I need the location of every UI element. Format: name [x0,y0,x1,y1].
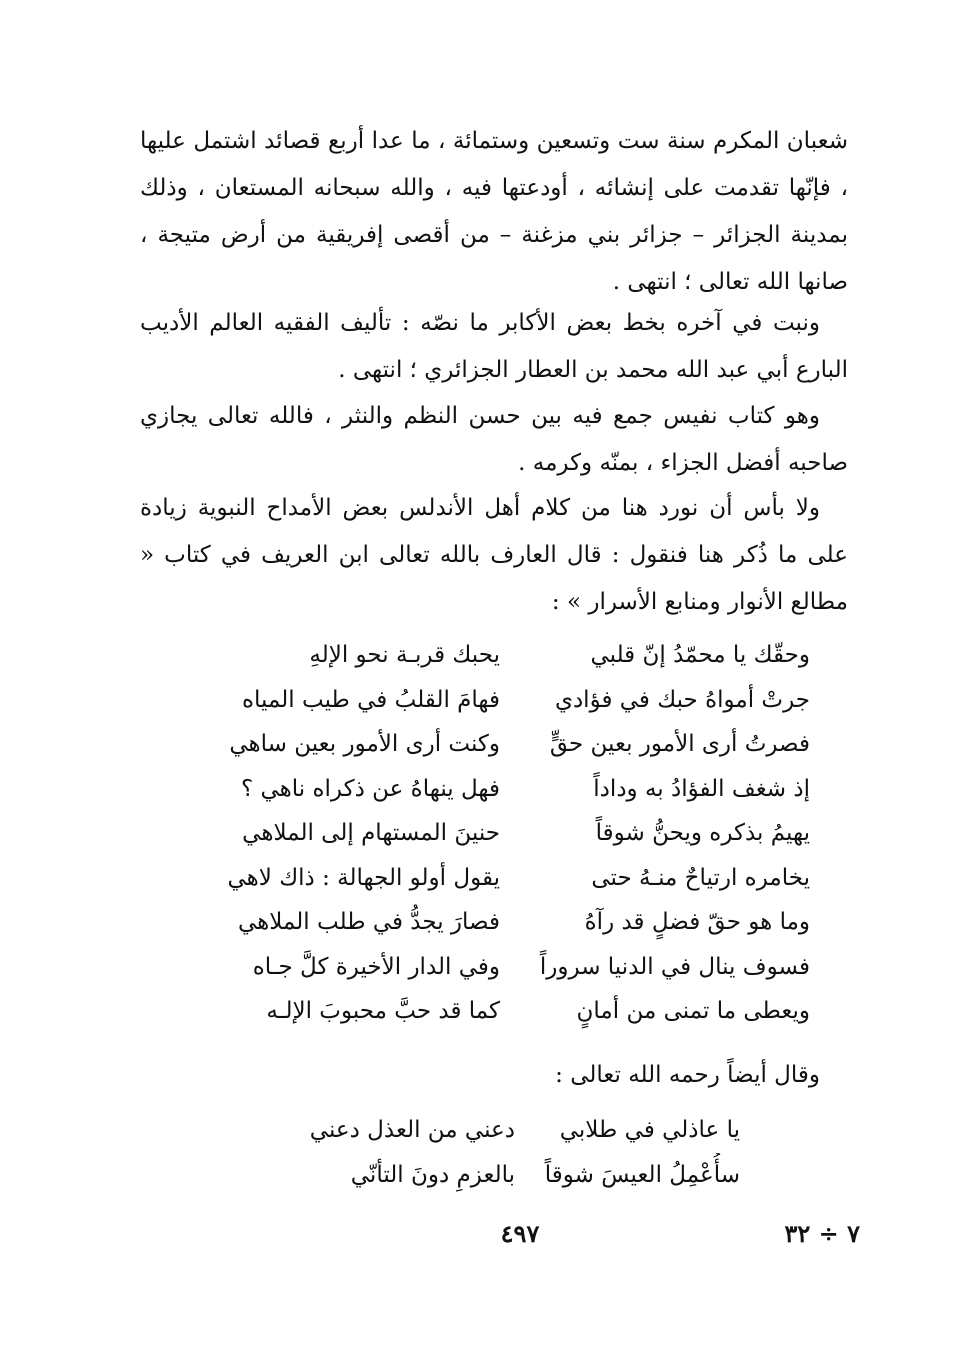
page-number: ٤٩٧ [500,1219,540,1248]
verse-first-hemistich: فسوف ينال في الدنيا سروراً [539,953,810,980]
poem-second [300,1108,740,1197]
verse-second-hemistich: فهامَ القلبُ في طيب المياه [241,686,500,713]
paragraph-introduction [140,485,848,626]
verse-second-hemistich: يحبك قربـة نحو الإلهِ [309,642,500,668]
verse-second-hemistich: يقول أولو الجهالة : ذاك لاهي [227,864,500,891]
poem-ibn-al-arif [210,633,810,1034]
verse-first-hemistich: سأُعْمِلُ العيسَ شوقاً [544,1161,740,1188]
verse-line [210,678,810,723]
verse-second-hemistich: بالعزمِ دونَ التأنّي [350,1161,515,1188]
verse-line [210,945,810,990]
verse-line [210,811,810,856]
paragraph-praise [140,393,848,487]
verse-second-hemistich: دعني من العذل دعني [309,1117,515,1143]
paragraph-attribution [140,300,848,394]
verse-second-hemistich: فصارَ يجدُّ في طلب الملاهي [237,909,500,935]
verse-line [210,989,810,1034]
second-poem-introduction: وقال أيضاً رحمه الله تعالى : [555,1062,820,1088]
paragraph-text: ولا بأس أن نورد هنا من كلام أهل الأندلس بعض الأمداح النبوية زيادة على ما ذُكر هنا فنقول : قال العارف بالله تعالى ابن العريف في كتاب « مطالع الأنوار ومنابع الأسرار » : [140,495,848,615]
verse-first-hemistich: يهيمُ بذكره ويحنُّ شوقاً [595,820,810,846]
verse-line [210,633,810,678]
verse-second-hemistich: وفي الدار الأخيرة كلَّ جـاه [252,953,500,980]
paragraph-text: ونبت في آخره بخط بعض الأكابر ما نصّه : تأليف الفقيه العالم الأديب البارع أبي عبد الله محمد بن العطار الجزائري ؛ انتهى . [140,310,848,383]
verse-first-hemistich: يخامره ارتياحٌ منـهُ حتى [591,864,810,891]
verse-first-hemistich: جرتْ أمواهُ حبك في فؤادي [554,686,810,713]
paragraph-colophon [140,118,848,306]
verse-line [210,856,810,901]
paragraph-text: شعبان المكرم سنة ست وتسعين وستمائة ، ما عدا أربع قصائد اشتمل عليها ، فإنّها تقدمت على إنشائه ، أودعتها فيه ، والله سبحانه المستعان ، وذلك بمدينة الجزائر – جزائر بني مزغنة – من أقصى إفريقية من أرض متيجة ، صانها الله تعالى ؛ انتهى . [140,128,848,295]
verse-line [300,1108,740,1153]
verse-first-hemistich: إذ شغف الفؤادُ به وداداً [593,775,810,802]
paragraph-text: وهو كتاب نفيس جمع فيه بين حسن النظم والنثر ، فالله تعالى يجازي صاحبه أفضل الجزاء ، بمنّه وكرمه . [140,403,848,476]
verse-first-hemistich: يا عاذلي في طلابي [559,1117,740,1143]
verse-second-hemistich: حنينَ المستهام إلى الملاهي [242,820,500,846]
verse-line [210,767,810,812]
verse-first-hemistich: وحقّك يا محمّدُ إنّ قلبي [590,642,810,668]
verse-second-hemistich: وكنت أرى الأمور بعين ساهي [229,731,500,757]
verse-second-hemistich: كما قد حبَّ محبوبَ الإلـه [266,998,500,1024]
verse-first-hemistich: ويعطى ما تمنى من أمانٍ [576,998,810,1024]
signature-mark: ٧ ÷ ٣٢ [784,1219,860,1248]
verse-second-hemistich: فهل ينهاهُ عن ذكراه ناهي ؟ [240,775,500,802]
verse-first-hemistich: فصرتُ أرى الأمور بعين حقٍّ [549,731,810,757]
verse-line [300,1153,740,1198]
verse-line [210,722,810,767]
verse-first-hemistich: وما هو حقّ فضلٍ قد رآهُ [584,909,810,935]
verse-line [210,900,810,945]
